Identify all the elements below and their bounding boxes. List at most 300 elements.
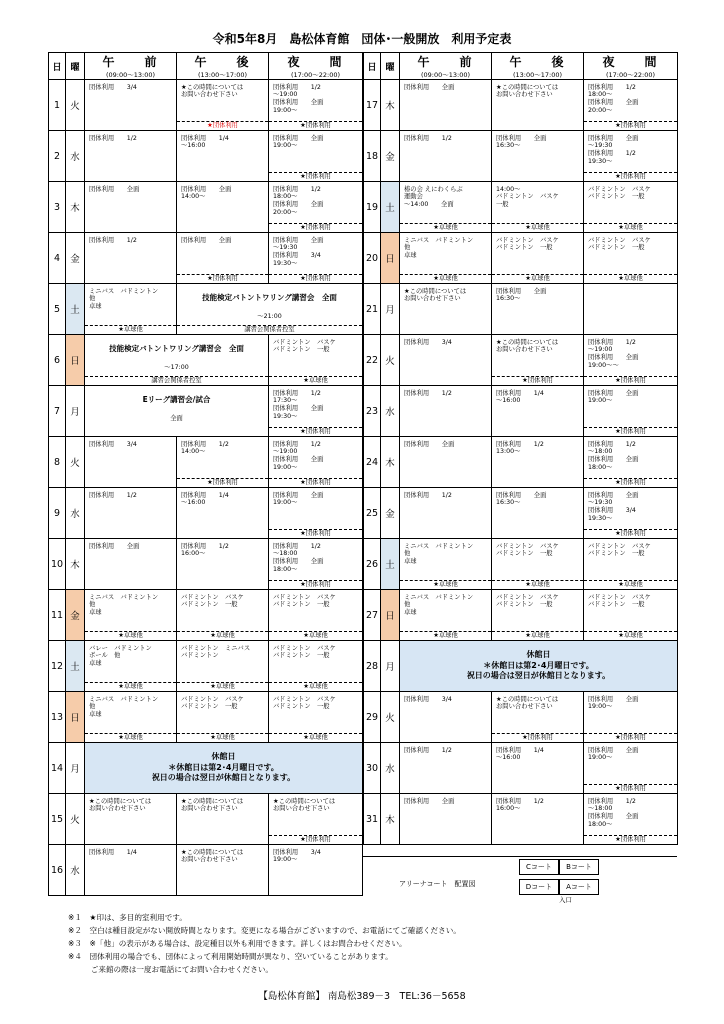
- night-text: 団体利用 1/2 18:00～ 団体利用 全面 20:00～: [588, 83, 639, 115]
- day-number: 10: [49, 539, 66, 590]
- pm-cell: [492, 183, 583, 232]
- night-text: バドミントン バスケ バドミントン 一般: [588, 542, 651, 558]
- day-number: 30: [364, 743, 381, 794]
- night-text: 団体利用 全面 ～19:30 団体利用 3/4 19:30～: [273, 236, 324, 268]
- am-cell: [85, 234, 176, 283]
- pm-slot: [492, 233, 584, 284]
- weekday: 火: [381, 692, 400, 743]
- day-row: [364, 437, 678, 488]
- night-slot: [269, 692, 363, 743]
- pm-slot: [492, 182, 584, 233]
- court-b: Bコート: [559, 859, 599, 875]
- night-band: ★卓球他: [584, 580, 677, 589]
- weekday-header: 曜: [66, 53, 85, 80]
- night-text: バドミントン バスケ バドミントン 一般: [273, 695, 336, 711]
- day-row: [364, 284, 678, 335]
- weekday: 月: [66, 386, 85, 437]
- day-row: [49, 80, 363, 131]
- day-row: [364, 590, 678, 641]
- am-text: 団体利用 3/4: [404, 695, 452, 703]
- night-slot: [584, 437, 678, 488]
- day-number: 24: [364, 437, 381, 488]
- night-cell: [584, 438, 677, 487]
- pm-text: 団体利用 全面: [181, 236, 232, 244]
- pm-band: ★団体利用: [177, 274, 268, 283]
- am-cell: [85, 132, 176, 181]
- pm-cell: [177, 846, 268, 895]
- am-slot: [400, 386, 492, 437]
- am-cell: [400, 438, 491, 487]
- pm-text: 団体利用 全面 16:30～: [496, 287, 547, 303]
- day-number: 16: [49, 845, 66, 896]
- pm-text: ★この時間については お問い合わせ下さい: [496, 338, 559, 354]
- day-number: 23: [364, 386, 381, 437]
- night-cell: [269, 336, 362, 385]
- night-cell: [584, 81, 677, 130]
- pm-cell: [177, 642, 268, 691]
- night-band: ★団体利用: [584, 835, 677, 844]
- am-text: 団体利用 全面: [404, 797, 455, 805]
- am-slot: [85, 692, 177, 743]
- am-text: ★この時間については お問い合わせ下さい: [404, 287, 467, 303]
- am-cell: [400, 132, 491, 181]
- am-cell: [85, 438, 176, 487]
- night-cell: [269, 234, 362, 283]
- night-slot: [584, 335, 678, 386]
- day-row: [364, 692, 678, 743]
- day-number: 11: [49, 590, 66, 641]
- closed-text: 休館日 ＊休館日は第2･4月曜日です。 祝日の場合は翌日が休館日となります。: [151, 751, 296, 783]
- night-slot: [269, 845, 363, 896]
- pm-cell: [177, 81, 268, 130]
- night-cell: [269, 540, 362, 589]
- pm-cell: [492, 591, 583, 640]
- night-cell: [269, 387, 362, 436]
- night-band: ★団体利用: [584, 427, 677, 436]
- day-row: [49, 233, 363, 284]
- day-row: [49, 284, 363, 335]
- am-text: 団体利用 全面: [404, 83, 455, 91]
- am-slot: [85, 641, 177, 692]
- pm-slot: [177, 794, 269, 845]
- pm-text: 団体利用 1/2 16:00～: [496, 797, 544, 813]
- event-span-slot: [85, 386, 269, 437]
- night-band: ★団体利用: [269, 580, 362, 589]
- night-band: ★卓球他: [269, 376, 362, 385]
- day-row: [49, 794, 363, 845]
- day-number: 1: [49, 80, 66, 131]
- am-cell: [400, 387, 491, 436]
- night-cell: [584, 336, 677, 385]
- am-text: バレー バドミントン ボール 他 卓球: [89, 644, 152, 668]
- weekday: 木: [381, 437, 400, 488]
- day-number: 14: [49, 743, 66, 794]
- weekday: 金: [66, 233, 85, 284]
- pm-text: 団体利用 全面 16:30～: [496, 491, 547, 507]
- pm-text: バドミントン バスケ バドミントン 一般: [496, 593, 559, 609]
- night-slot: [269, 794, 363, 845]
- day-row: [49, 590, 363, 641]
- am-slot: [400, 182, 492, 233]
- am-band: ★卓球他: [85, 733, 176, 742]
- am-band: ★卓球他: [400, 223, 491, 232]
- am-band: ★卓球他: [85, 631, 176, 640]
- day-number: 29: [364, 692, 381, 743]
- night-text: 団体利用 1/2 ～19:00 団体利用 全面 19:00～: [273, 440, 324, 472]
- day-row: [49, 335, 363, 386]
- pm-band: ★団体利用: [177, 121, 268, 130]
- am-text: 団体利用 全面: [89, 185, 140, 193]
- pm-slot: [492, 488, 584, 539]
- pm-cell: [177, 540, 268, 589]
- pm-text: 団体利用 1/2 14:00～: [181, 440, 229, 456]
- pm-slot: [492, 590, 584, 641]
- day-row: [49, 386, 363, 437]
- day-row: [49, 845, 363, 896]
- day-number: 2: [49, 131, 66, 182]
- night-text: 団体利用 全面 19:00～: [273, 134, 324, 150]
- night-cell: [269, 846, 362, 895]
- am-slot: [85, 182, 177, 233]
- pm-cell: [177, 795, 268, 844]
- am-cell: [400, 183, 491, 232]
- day-row: [49, 182, 363, 233]
- am-text: 団体利用 1/2: [89, 236, 137, 244]
- night-slot: [269, 539, 363, 590]
- court-layout-legend: [363, 856, 677, 909]
- night-band: ★団体利用: [584, 478, 677, 487]
- night-cell: [584, 234, 677, 283]
- day-row: [364, 386, 678, 437]
- night-text: バドミントン バスケ バドミントン 一般: [273, 644, 336, 660]
- night-text: 団体利用 1/2 ～18:00 団体利用 全面 18:00～: [273, 542, 324, 574]
- pm-slot: [177, 488, 269, 539]
- am-slot: [400, 80, 492, 131]
- night-cell: [269, 132, 362, 181]
- day-number: 12: [49, 641, 66, 692]
- night-slot: [269, 335, 363, 386]
- night-slot: [584, 794, 678, 845]
- night-slot: [584, 539, 678, 590]
- am-text: 団体利用 1/2: [404, 134, 452, 142]
- am-slot: [400, 131, 492, 182]
- night-band: ★卓球他: [269, 733, 362, 742]
- night-slot: [269, 437, 363, 488]
- event-span-title: 技能検定バトントワリング講習会 全面: [109, 343, 244, 353]
- night-cell: [584, 744, 677, 793]
- pm-slot: [177, 233, 269, 284]
- night-text: バドミントン バスケ バドミントン 一般: [273, 338, 336, 354]
- am-cell: [400, 234, 491, 283]
- night-header: 夜 間 (17:00～22:00): [269, 53, 363, 80]
- day-row: [49, 743, 363, 794]
- night-text: 団体利用 3/4 19:00～: [273, 848, 321, 864]
- pm-slot: [177, 590, 269, 641]
- night-slot: [584, 386, 678, 437]
- night-slot: [269, 386, 363, 437]
- pm-text: ★この時間については お問い合わせ下さい: [181, 797, 244, 813]
- night-slot: [584, 590, 678, 641]
- pm-slot: [492, 539, 584, 590]
- weekday: 土: [381, 182, 400, 233]
- closed-day-notice: [85, 743, 363, 794]
- weekday: 日: [381, 233, 400, 284]
- am-text: ミニバス バドミントン 他 卓球: [89, 695, 159, 719]
- pm-slot: [177, 539, 269, 590]
- night-band: ★団体利用: [269, 529, 362, 538]
- night-band: ★団体利用: [584, 784, 677, 793]
- pm-text: 団体利用 1/4 ～16:00: [181, 134, 229, 150]
- day-number: 3: [49, 182, 66, 233]
- pm-cell: [177, 132, 268, 181]
- am-cell: [85, 489, 176, 538]
- night-text: ★この時間については お問い合わせ下さい: [273, 797, 336, 813]
- event-span-sub: ～17:00: [164, 363, 189, 371]
- night-band: ★団体利用: [269, 427, 362, 436]
- am-slot: [400, 437, 492, 488]
- pm-band: ★団体利用: [492, 376, 583, 385]
- am-slot: [400, 488, 492, 539]
- am-text: 団体利用 3/4: [89, 83, 137, 91]
- am-slot: [400, 590, 492, 641]
- am-slot: [85, 539, 177, 590]
- night-band: ★卓球他: [269, 682, 362, 691]
- pm-slot: [492, 131, 584, 182]
- night-text: 団体利用 全面 19:00～: [588, 389, 639, 405]
- night-band: ★団体利用: [584, 172, 677, 181]
- day-row: [364, 641, 678, 692]
- am-header: 午 前 (09:00～13:00): [85, 53, 177, 80]
- pm-text: バドミントン バスケ バドミントン 一般: [181, 695, 244, 711]
- night-text: バドミントン バスケ バドミントン 一般: [588, 185, 651, 201]
- am-slot: [85, 80, 177, 131]
- am-slot: [400, 794, 492, 845]
- pm-band: ★卓球他: [177, 682, 268, 691]
- event-span-slot: [177, 284, 363, 335]
- pm-cell: [492, 81, 583, 130]
- am-cell: [400, 540, 491, 589]
- weekday: 水: [381, 743, 400, 794]
- night-slot: [584, 692, 678, 743]
- pm-cell: [177, 591, 268, 640]
- pm-text: 団体利用 1/4 ～16:00: [496, 389, 544, 405]
- pm-cell: [492, 540, 583, 589]
- day-number: 20: [364, 233, 381, 284]
- night-slot: [269, 641, 363, 692]
- weekday: 火: [66, 794, 85, 845]
- am-cell: [85, 846, 176, 895]
- night-header: 夜 間 (17:00～22:00): [584, 53, 678, 80]
- am-text: 団体利用 1/2: [89, 491, 137, 499]
- weekday: 月: [381, 641, 400, 692]
- night-slot: [584, 488, 678, 539]
- pm-text: 団体利用 1/4 ～16:00: [181, 491, 229, 507]
- pm-header: 午 後 (13:00～17:00): [177, 53, 269, 80]
- court-c: Cコート: [519, 859, 559, 875]
- am-text: ミニバス バドミントン 他 卓球: [89, 287, 159, 311]
- am-cell: [400, 591, 491, 640]
- night-band: ★卓球他: [584, 223, 677, 232]
- pm-slot: [492, 743, 584, 794]
- weekday: 火: [66, 80, 85, 131]
- night-band: ★団体利用: [584, 733, 677, 742]
- night-text: 団体利用 1/2 17:30～ 団体利用 全面 19:30～: [273, 389, 324, 421]
- day-number: 25: [364, 488, 381, 539]
- event-span-band: 講習会関係者控室: [85, 376, 268, 385]
- contact-footer: 【島松体育館】 南島松389－3 TEL:36－5658: [258, 991, 466, 1002]
- pm-cell: [492, 234, 583, 283]
- pm-text: 団体利用 1/2 16:00～: [181, 542, 229, 558]
- event-span-sub: ～21:00: [257, 312, 282, 320]
- day-row: [364, 539, 678, 590]
- weekday: 木: [381, 80, 400, 131]
- day-number: 8: [49, 437, 66, 488]
- am-text: 団体利用 1/2: [404, 491, 452, 499]
- night-slot: [584, 284, 678, 335]
- am-text: ミニバス バドミントン 他 卓球: [404, 593, 474, 617]
- am-cell: [85, 591, 176, 640]
- day-number: 31: [364, 794, 381, 845]
- weekday: 水: [66, 488, 85, 539]
- closed-day-notice: [400, 641, 678, 692]
- night-slot: [269, 80, 363, 131]
- am-text: 団体利用 1/2: [404, 389, 452, 397]
- pm-text: バドミントン バスケ バドミントン 一般: [496, 236, 559, 252]
- am-cell: [400, 744, 491, 793]
- pm-text: 団体利用 全面 14:00～: [181, 185, 232, 201]
- day-row: [364, 131, 678, 182]
- night-cell: [584, 540, 677, 589]
- pm-text: 団体利用 1/4 ～16:00: [496, 746, 544, 762]
- day-number: 26: [364, 539, 381, 590]
- night-cell: [269, 81, 362, 130]
- weekday-header: 曜: [381, 53, 400, 80]
- night-slot: [269, 182, 363, 233]
- night-band: ★団体利用: [584, 529, 677, 538]
- am-band: ★卓球他: [400, 580, 491, 589]
- footnotes: ※１ ★印は、多目的室利用です。 ※２ 空白は種目設定がない開放時間となります。変更になる場合がございますので、お電話にてご確認ください。 ※３ ※「他」の表示がある場合は、設定種目以外も利用できます。詳しくはお問合わせください。 ※４ 団体利用の場合でも、団体によって利用開始時間が異なり、空いていることがあります。 ご来館の際は一度お電話にてお問い合わせください。: [68, 913, 461, 974]
- am-cell: [400, 795, 491, 844]
- night-text: 団体利用 全面 19:00～: [273, 491, 324, 507]
- pm-slot: [492, 335, 584, 386]
- weekday: 金: [381, 131, 400, 182]
- day-number: 13: [49, 692, 66, 743]
- pm-slot: [492, 80, 584, 131]
- am-slot: [85, 488, 177, 539]
- night-cell: [269, 642, 362, 691]
- night-cell: [584, 132, 677, 181]
- day-number: 19: [364, 182, 381, 233]
- night-text: 団体利用 全面 ～19:30 団体利用 3/4 19:30～: [588, 491, 639, 523]
- pm-slot: [177, 437, 269, 488]
- weekday: 月: [381, 284, 400, 335]
- pm-slot: [492, 284, 584, 335]
- night-cell: [269, 795, 362, 844]
- am-cell: [400, 81, 491, 130]
- pm-cell: [492, 693, 583, 742]
- day-number: 27: [364, 590, 381, 641]
- pm-slot: [492, 386, 584, 437]
- am-slot: [400, 335, 492, 386]
- night-slot: [269, 488, 363, 539]
- night-text: 団体利用 1/2 ～19:00 団体利用 全面 19:00～～: [588, 338, 639, 370]
- night-text: 団体利用 全面 ～19:30 団体利用 1/2 19:30～: [588, 134, 639, 166]
- pm-band: ★卓球他: [492, 580, 583, 589]
- pm-slot: [492, 794, 584, 845]
- am-cell: [85, 183, 176, 232]
- am-text: ミニバス バドミントン 他 卓球: [89, 593, 159, 617]
- night-slot: [269, 233, 363, 284]
- am-text: 団体利用 1/4: [89, 848, 137, 856]
- am-text: 団体利用 全面: [404, 440, 455, 448]
- am-text: ★この時間については お問い合わせ下さい: [89, 797, 152, 813]
- day-number: 17: [364, 80, 381, 131]
- night-cell: [269, 489, 362, 538]
- event-span-cell: [177, 285, 362, 334]
- am-header: 午 前 (09:00～13:00): [400, 53, 492, 80]
- am-slot: [400, 233, 492, 284]
- day-row: [364, 233, 678, 284]
- day-number: 15: [49, 794, 66, 845]
- event-span-cell: [85, 387, 268, 436]
- pm-cell: [492, 336, 583, 385]
- pm-text: バドミントン バスケ バドミントン 一般: [181, 593, 244, 609]
- weekday: 水: [381, 386, 400, 437]
- am-slot: [85, 284, 177, 335]
- weekday: 火: [66, 437, 85, 488]
- pm-band: ★卓球他: [492, 274, 583, 283]
- night-slot: [584, 182, 678, 233]
- day-number: 22: [364, 335, 381, 386]
- am-slot: [85, 437, 177, 488]
- pm-band: ★卓球他: [177, 733, 268, 742]
- weekday: 土: [66, 284, 85, 335]
- night-text: バドミントン バスケ バドミントン 一般: [588, 236, 651, 252]
- day-number: 7: [49, 386, 66, 437]
- pm-band: ★団体利用: [492, 733, 583, 742]
- pm-cell: [177, 438, 268, 487]
- am-text: 椿の会 えにわくらぶ 運動会 ～14:00 全面: [404, 185, 463, 209]
- night-cell: [269, 183, 362, 232]
- event-span-sub: 全面: [170, 414, 183, 422]
- page-title: 令和5年8月 島松体育館 団体･一般開放 利用予定表: [212, 32, 512, 46]
- am-slot: [85, 794, 177, 845]
- day-row: [364, 80, 678, 131]
- am-cell: [400, 489, 491, 538]
- night-cell: [584, 795, 677, 844]
- pm-text: バドミントン バスケ バドミントン 一般: [496, 542, 559, 558]
- am-cell: [85, 693, 176, 742]
- weekday: 金: [66, 590, 85, 641]
- night-band: ★団体利用: [269, 835, 362, 844]
- day-row: [49, 437, 363, 488]
- pm-cell: [492, 744, 583, 793]
- event-span-band: 講習会関係者控室: [177, 325, 362, 334]
- night-band: ★卓球他: [584, 274, 677, 283]
- night-text: 団体利用 1/2 ～18:00 団体利用 全面 18:00～: [588, 440, 639, 472]
- pm-slot: [492, 437, 584, 488]
- pm-band: ★卓球他: [492, 223, 583, 232]
- night-slot: [269, 590, 363, 641]
- am-band: ★卓球他: [400, 631, 491, 640]
- pm-cell: [177, 234, 268, 283]
- night-slot: [584, 131, 678, 182]
- pm-cell: [492, 285, 583, 334]
- night-text: バドミントン バスケ バドミントン 一般: [588, 593, 651, 609]
- night-cell: [584, 285, 677, 334]
- day-row: [49, 131, 363, 182]
- day-row: [49, 692, 363, 743]
